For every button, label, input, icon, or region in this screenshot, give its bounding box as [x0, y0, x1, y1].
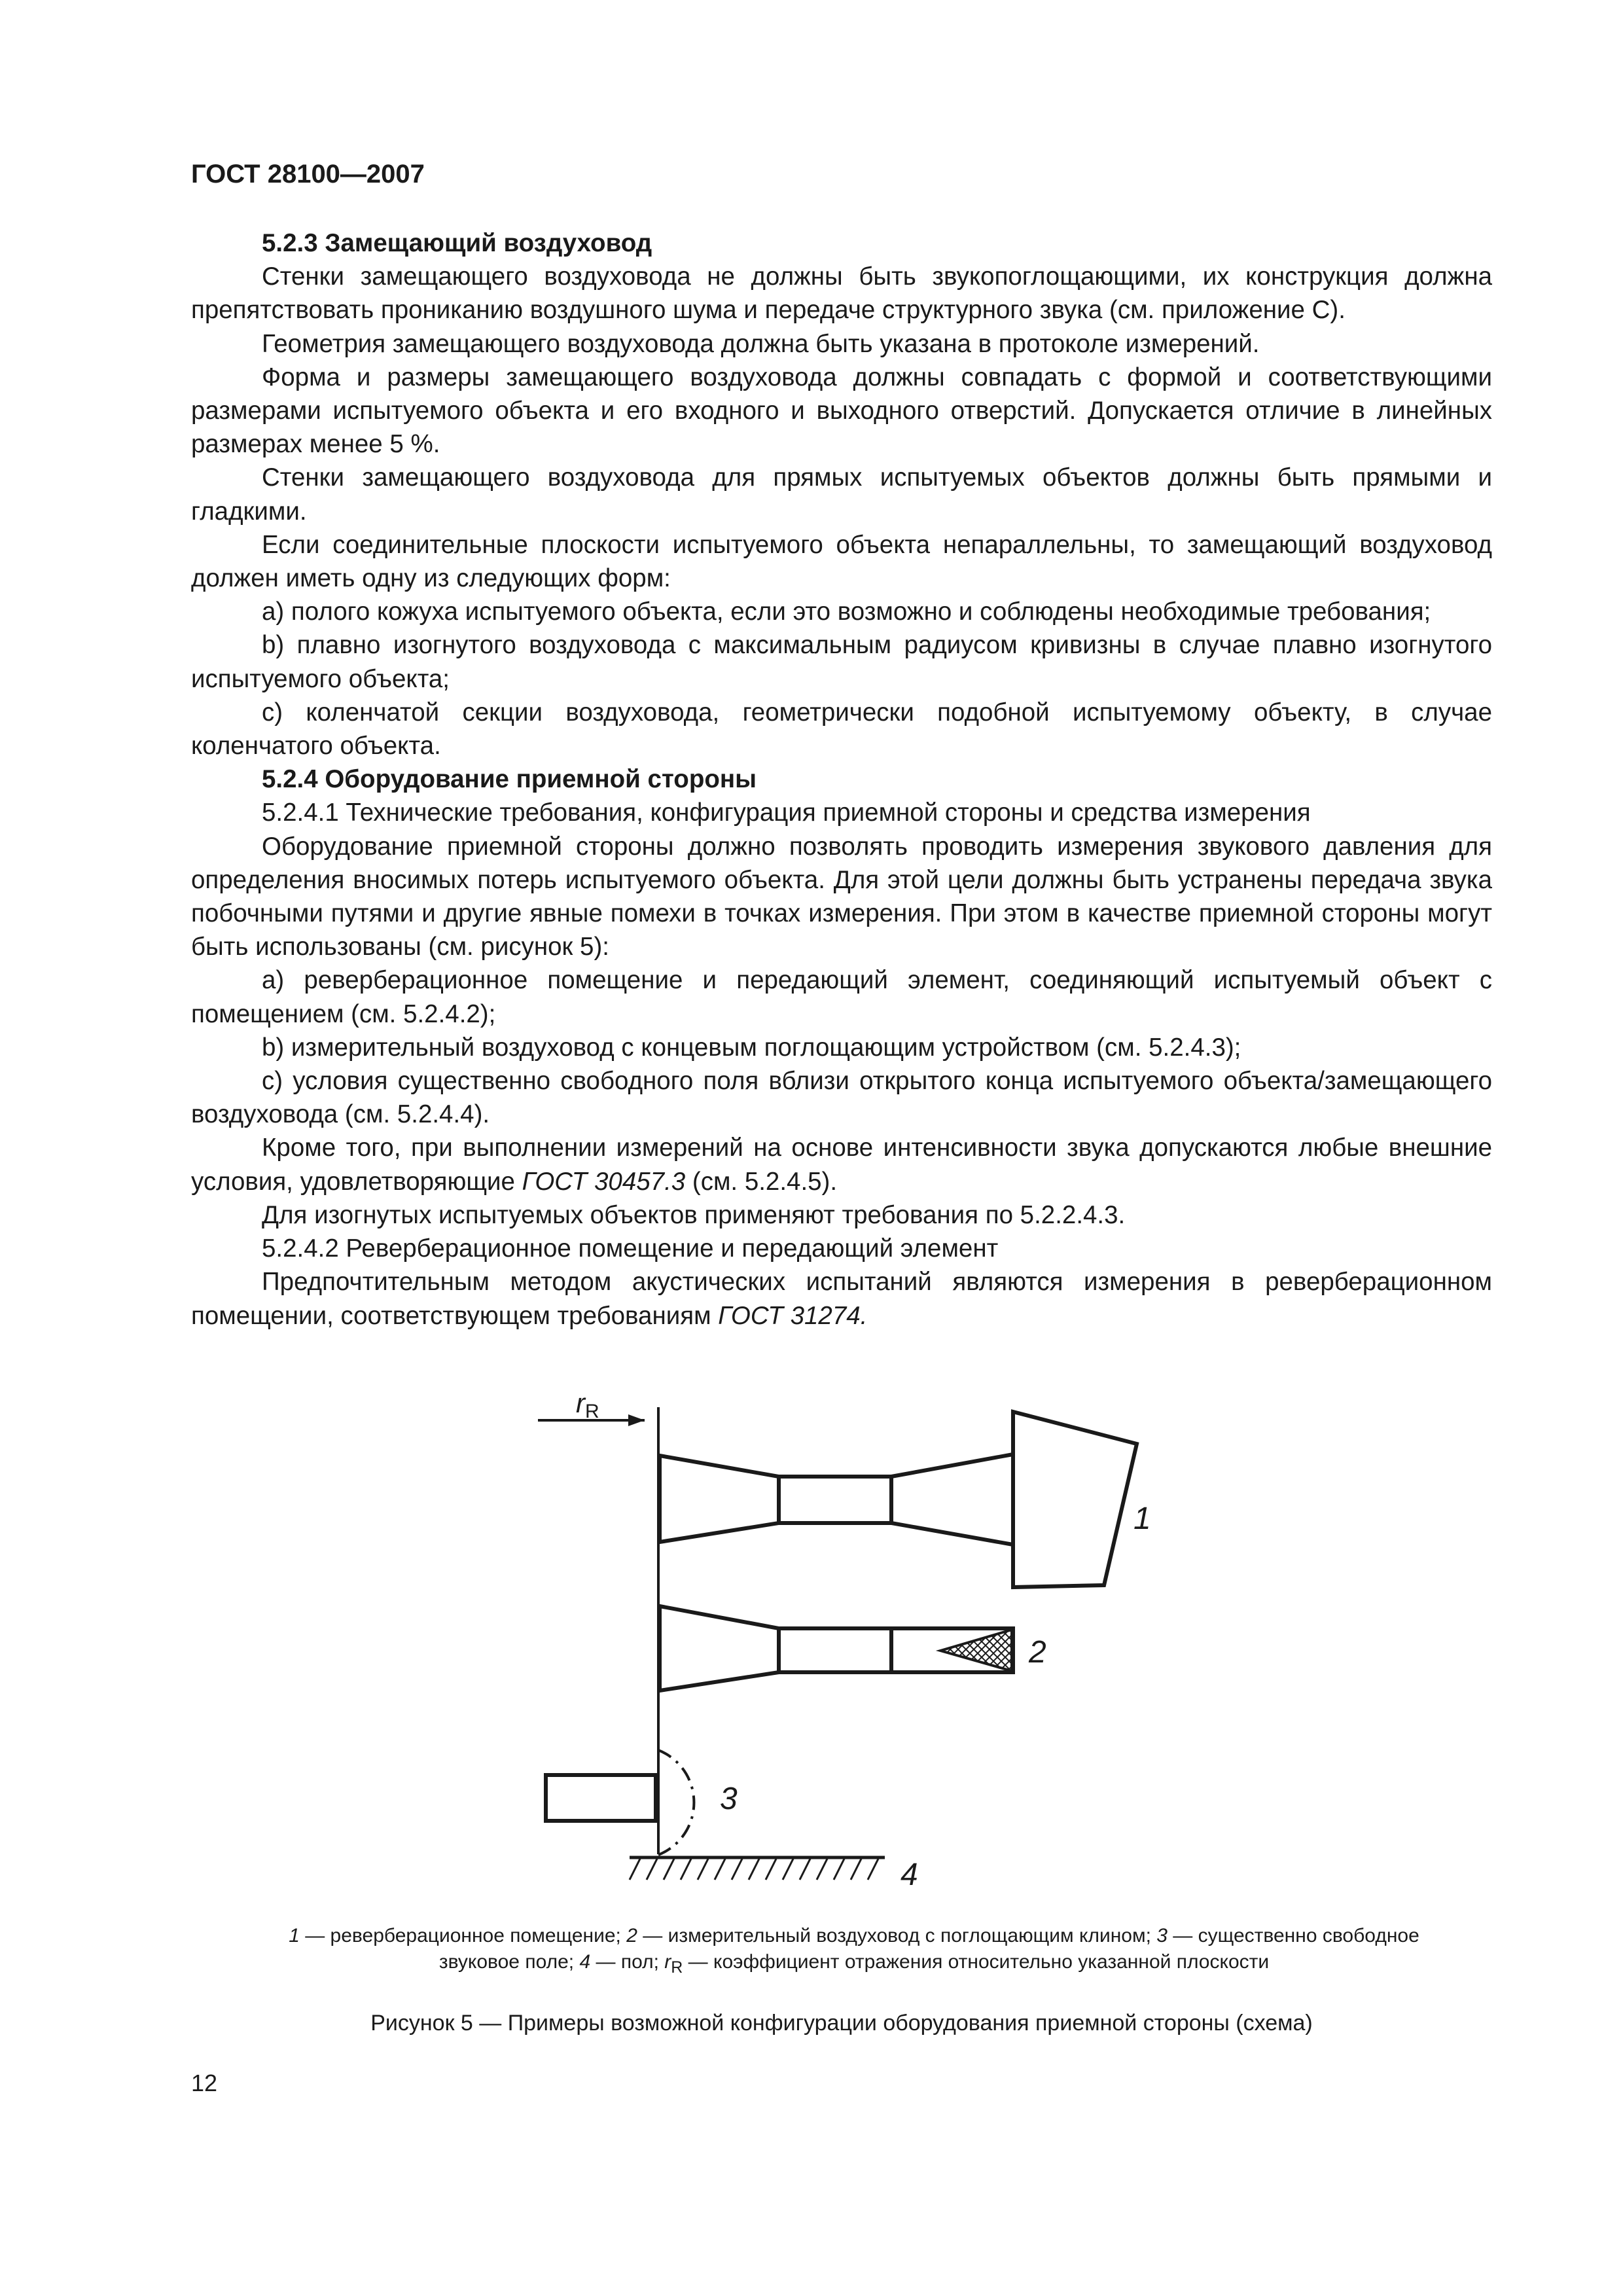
config2-transition [660, 1606, 779, 1691]
list-item: c) коленчатой секции воздуховода, геометрически подобной испытуемому объекту, в случае коленчатого объекта. [191, 698, 1492, 761]
legend-number: 3 [1156, 1925, 1168, 1946]
paragraph: Стенки замещающего воздуховода для прямых испытуемых объектов должны быть прямыми и гладкими. [191, 463, 1492, 526]
legend-text: — коэффициент отражения относительно указанной плоскости [683, 1951, 1270, 1973]
legend-number: 4 [579, 1951, 591, 1973]
paragraph-text: Предпочтительным методом акустических испытаний являются измерения в реверберационном помещении, соответствующем требованиям [191, 1268, 1492, 1330]
page-number: 12 [191, 2070, 218, 2096]
list-item: a) полого кожуха испытуемого объекта, если это возможно и соблюдены необходимые требования; [262, 598, 1431, 626]
legend-text: — измерительный воздуховод с поглощающим клином; [637, 1925, 1157, 1946]
legend-symbol: r [664, 1951, 671, 1973]
rR-label: rR [576, 1388, 599, 1422]
reverberation-room-shape [1013, 1412, 1137, 1587]
paragraph: Стенки замещающего воздуховода не должны быть звукопоглощающими, их конструкция должна препятствовать прониканию воздушного шума и передаче структурного звука (см. приложение С). [191, 262, 1492, 325]
figure-5-diagram [0, 1388, 1623, 1911]
paragraph-text: (см. 5.2.4.5). [685, 1167, 838, 1196]
figure-legend [275, 1923, 1433, 1981]
config1-transition-left [660, 1456, 779, 1542]
config3-test-object [546, 1775, 656, 1821]
paragraph: Форма и размеры замещающего воздуховода должны совпадать с формой и соответствующими размерами испытуемого объекта и его входного и выходного отверстий. Допускается отличие в линейных размерах менее 5 %. [191, 363, 1492, 459]
free-field-arc [658, 1750, 694, 1855]
config1-test-object [779, 1477, 891, 1523]
config1-transition-right [891, 1454, 1013, 1545]
subsection-5-2-4-1: 5.2.4.1 Технические требования, конфигурация приемной стороны и средства измерения [262, 798, 1311, 827]
label-1: 1 [1133, 1501, 1151, 1536]
label-3: 3 [720, 1782, 738, 1816]
paragraph [191, 1131, 1492, 1198]
label-4: 4 [901, 1857, 918, 1892]
absorbing-wedge [940, 1630, 1012, 1671]
config2-test-object [779, 1628, 891, 1672]
paragraph: Геометрия замещающего воздуховода должна быть указана в протоколе измерений. [262, 329, 1260, 358]
section-5-2-3-title: 5.2.3 Замещающий воздуховод [262, 229, 652, 257]
list-item: c) условия существенно свободного поля вблизи открытого конца испытуемого объекта/замещающего воздуховода (см. 5.2.4.4). [191, 1067, 1492, 1129]
legend-text: — пол; [590, 1951, 665, 1973]
paragraph-text: Кроме того, при выполнении измерений на основе интенсивности звука допускаются любые внешние условия, удовлетворяющие [191, 1134, 1492, 1196]
paragraph: Если соединительные плоскости испытуемого объекта непараллельны, то замещающий воздуховод должен иметь одну из следующих форм: [191, 530, 1492, 593]
figure-5 [0, 1388, 1623, 1911]
legend-text: — реверберационное помещение; [299, 1925, 627, 1946]
label-2: 2 [1029, 1635, 1046, 1670]
section-5-2-4-title: 5.2.4 Оборудование приемной стороны [262, 765, 757, 794]
subsection-5-2-4-2: 5.2.4.2 Реверберационное помещение и передающий элемент [262, 1234, 999, 1263]
list-item: a) реверберационное помещение и передающий элемент, соединяющий испытуемый объект с помещением (см. 5.2.4.2); [191, 966, 1492, 1028]
paragraph [191, 1265, 1492, 1332]
paragraph: Для изогнутых испытуемых объектов применяют требования по 5.2.2.4.3. [262, 1200, 1126, 1229]
standard-reference: ГОСТ 30457.3 [522, 1167, 686, 1196]
legend-number: 2 [626, 1925, 637, 1946]
rR-arrow-head [628, 1414, 645, 1426]
figure-caption: Рисунок 5 — Примеры возможной конфигурации оборудования приемной стороны (схема) [370, 2011, 1313, 2036]
list-item: b) измерительный воздуховод с концевым поглощающим устройством (см. 5.2.4.3); [262, 1033, 1241, 1062]
paragraph: Оборудование приемной стороны должно позволять проводить измерения звукового давления для определения вносимых потерь испытуемого объекта. Для этой цели должны быть устранены передача звука побочными путями и другие явные помехи в точках измерения. При этом в качестве приемной стороны могут быть использованы (см. рисунок 5): [191, 832, 1492, 961]
body-text [191, 226, 1492, 1333]
standard-reference: ГОСТ 31274. [718, 1301, 868, 1330]
legend-text: — существенно свободное звуковое поле; [438, 1925, 1419, 1973]
legend-symbol-subscript: R [671, 1958, 683, 1977]
legend-number: 1 [289, 1925, 300, 1946]
document-header: ГОСТ 28100—2007 [191, 160, 425, 188]
list-item: b) плавно изогнутого воздуховода с максимальным радиусом кривизны в случае плавно изогнутого испытуемого объекта; [191, 631, 1492, 693]
floor-hatching [630, 1859, 878, 1880]
